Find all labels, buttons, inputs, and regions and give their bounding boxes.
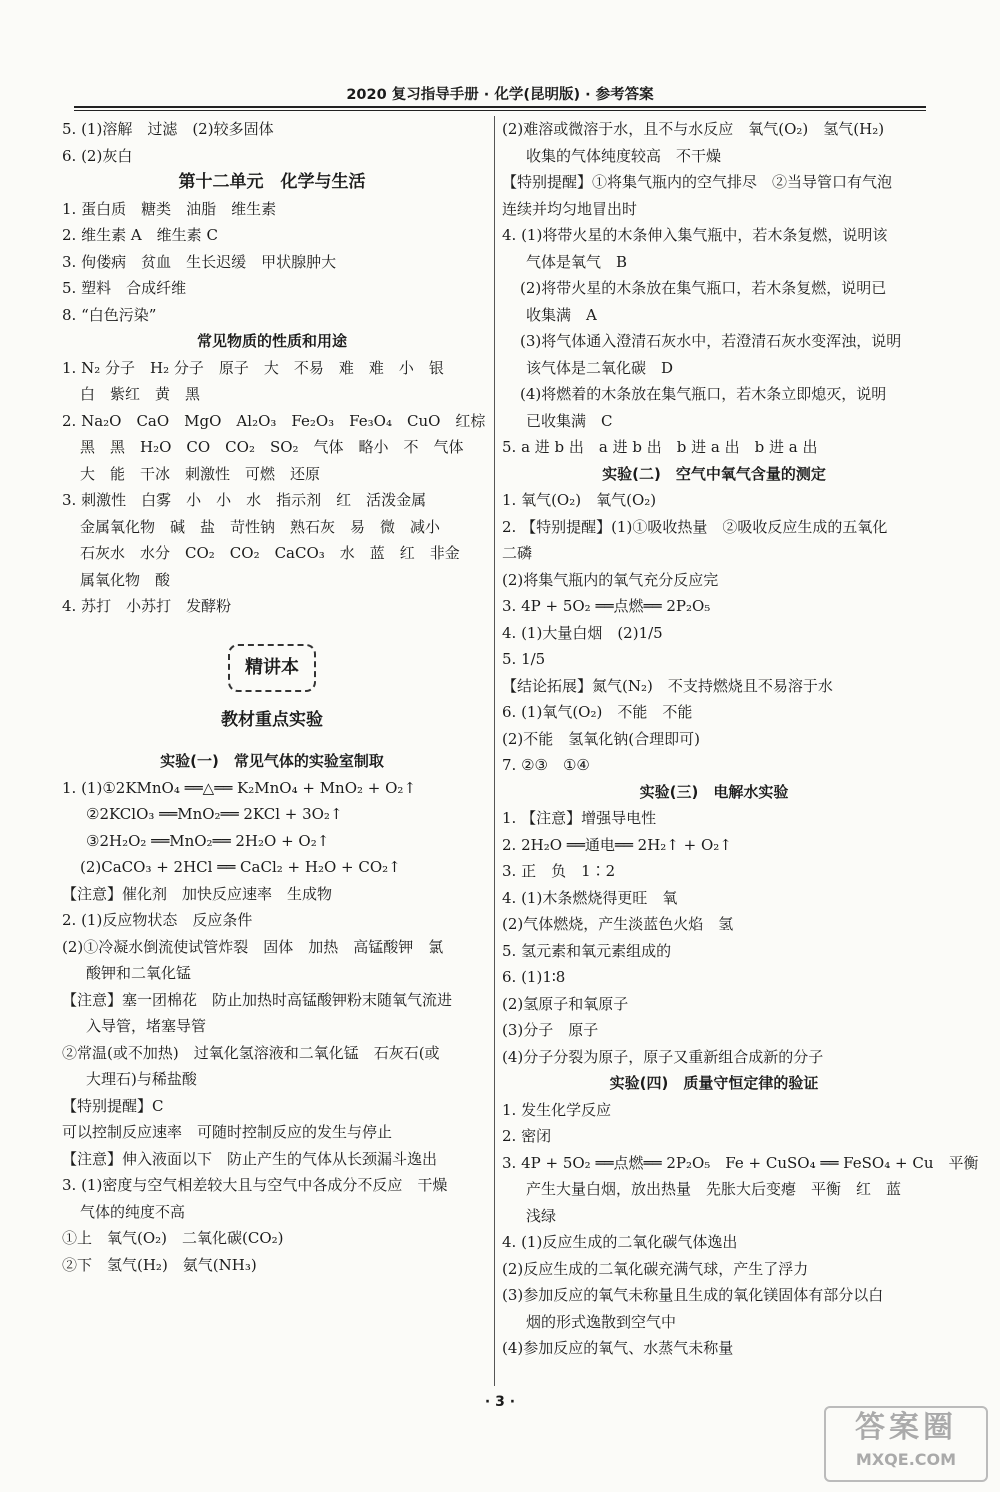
answer-line: (2)不能 氢氧化钠(合理即可) bbox=[502, 729, 700, 748]
answer-line: 【注意】伸入液面以下 防止产生的气体从长颈漏斗逸出 bbox=[62, 1149, 438, 1168]
answer-line: 大 能 干冰 刺激性 可燃 还原 bbox=[80, 464, 321, 483]
section-heading: 教材重点实验 bbox=[221, 709, 323, 730]
watermark-logo bbox=[824, 1406, 988, 1482]
answer-line: 7. ②③ ①④ bbox=[502, 756, 590, 774]
answer-line: 黑 黑 H₂O CO CO₂ SO₂ 气体 略小 不 气体 bbox=[80, 438, 464, 456]
watermark-url: MXQE.COM bbox=[855, 1450, 957, 1469]
answer-line: 5. a 进 b 出 a 进 b 出 b 进 a 出 b 进 a 出 bbox=[502, 438, 818, 456]
answer-line: 3. 正 负 1∶2 bbox=[502, 862, 616, 880]
watermark-text: 答案圈 bbox=[855, 1410, 957, 1445]
answer-line: (3)参加反应的氧气未称量且生成的氧化镁固体有部分以白 bbox=[502, 1286, 884, 1304]
answer-line: 气体是氧气 B bbox=[526, 252, 628, 271]
answer-line: 烟的形式逸散到空气中 bbox=[526, 1312, 677, 1331]
answer-line: ②下 氢气(H₂) 氨气(NH₃) bbox=[62, 1255, 257, 1274]
answer-line: 2. (1)反应物状态 反应条件 bbox=[62, 911, 253, 929]
answer-line: 白 紫红 黄 黑 bbox=[80, 385, 201, 403]
section-heading: 实验(四) 质量守恒定律的验证 bbox=[609, 1074, 819, 1092]
answer-line: 6. (2)灰白 bbox=[62, 146, 133, 165]
answer-line: 收集的气体纯度较高 不干燥 bbox=[526, 146, 722, 165]
answer-line: 4. (1)反应生成的二氧化碳气体逸出 bbox=[502, 1233, 738, 1251]
running-header: 2020 复习指导手册 · 化学(昆明版) · 参考答案 bbox=[346, 87, 654, 103]
answer-line: 2. Na₂O CaO MgO Al₂O₃ Fe₂O₃ Fe₃O₄ CuO 红棕 bbox=[62, 411, 486, 430]
answer-line: 连续并均匀地冒出时 bbox=[502, 199, 638, 218]
equation-line: 1. (1)①2KMnO₄ ══△══ K₂MnO₄ + MnO₂ + O₂↑ bbox=[62, 778, 417, 797]
answer-line: 6. (1)1∶8 bbox=[502, 968, 566, 986]
answer-line: 4. (1)将带火星的木条伸入集气瓶中，若木条复燃，说明该 bbox=[502, 226, 888, 244]
answer-line: 1. 蛋白质 糖类 油脂 维生素 bbox=[62, 199, 277, 218]
section-heading: 第十二单元 化学与生活 bbox=[178, 172, 366, 192]
answer-line: (4)分子分裂为原子，原子又重新组合成新的分子 bbox=[502, 1047, 824, 1066]
section-heading: 实验(三) 电解水实验 bbox=[639, 782, 789, 801]
answer-line: 浅绿 bbox=[526, 1206, 557, 1225]
answer-line: 4. (1)木条燃烧得更旺 氧 bbox=[502, 888, 678, 907]
answer-line: 1. 发生化学反应 bbox=[502, 1100, 612, 1119]
answer-line: 3. 刺激性 白雾 小 小 水 指示剂 红 活泼金属 bbox=[62, 491, 427, 509]
answer-line: 【注意】催化剂 加快反应速率 生成物 bbox=[62, 884, 333, 903]
answer-line: 1. N₂ 分子 H₂ 分子 原子 大 不易 难 难 小 银 bbox=[62, 358, 444, 377]
answer-line: 收集满 A bbox=[526, 305, 597, 324]
answer-line: 入导管，堵塞导管 bbox=[86, 1017, 207, 1035]
equation-line: 2. 2H₂O ══通电══ 2H₂↑ + O₂↑ bbox=[502, 835, 732, 854]
answer-line: 3. (1)密度与空气相差较大且与空气中各成分不反应 干燥 bbox=[62, 1176, 448, 1194]
section-heading: 实验(一) 常见气体的实验室制取 bbox=[160, 752, 384, 770]
answer-line: 4. 苏打 小苏打 发酵粉 bbox=[62, 597, 232, 615]
answer-line: (2)难溶或微溶于水，且不与水反应 氧气(O₂) 氢气(H₂) bbox=[502, 120, 885, 138]
answer-line: (2)气体燃烧，产生淡蓝色火焰 氢 bbox=[502, 915, 734, 933]
answer-line: 1. 【注意】增强导电性 bbox=[502, 809, 657, 827]
answer-line: 可以控制反应速率 可随时控制反应的发生与停止 bbox=[62, 1123, 393, 1141]
equation-line: ③2H₂O₂ ══MnO₂══ 2H₂O + O₂↑ bbox=[86, 831, 330, 850]
answer-line: 【特别提醒】①将集气瓶内的空气排尽 ②当导管口有气泡 bbox=[502, 173, 893, 191]
answer-line: 3. 佝偻病 贫血 生长迟缓 甲状腺肿大 bbox=[62, 252, 337, 271]
answer-line: ②常温(或不加热) 过氧化氢溶液和二氧化锰 石灰石(或 bbox=[62, 1043, 440, 1062]
answer-line: 2. 维生素 A 维生素 C bbox=[62, 226, 218, 244]
answer-line: 酸钾和二氧化锰 bbox=[86, 964, 192, 982]
answer-line: (3)分子 原子 bbox=[502, 1021, 599, 1039]
answer-line: 该气体是二氧化碳 D bbox=[526, 358, 674, 377]
answer-line: 5. 1/5 bbox=[502, 650, 546, 668]
answer-line: 8. “白色污染” bbox=[62, 305, 157, 324]
answer-line: 5. (1)溶解 过滤 (2)较多固体 bbox=[62, 120, 274, 138]
header-rule-thick bbox=[74, 106, 926, 108]
answer-line: (4)参加反应的氧气、水蒸气未称量 bbox=[502, 1339, 734, 1357]
answer-line: 5. 氢元素和氧元素组成的 bbox=[502, 941, 672, 960]
right-column bbox=[502, 116, 979, 1362]
answer-line: 2. 【特别提醒】(1)①吸收热量 ②吸收反应生成的五氧化 bbox=[502, 517, 888, 536]
answer-line: 气体的纯度不高 bbox=[80, 1202, 186, 1221]
answer-line: 金属氧化物 碱 盐 苛性钠 熟石灰 易 微 减小 bbox=[80, 517, 441, 536]
answer-line: 6. (1)氧气(O₂) 不能 不能 bbox=[502, 703, 693, 721]
answer-line: 二磷 bbox=[502, 544, 533, 562]
header-rule-thin bbox=[74, 110, 926, 111]
answer-line: 大理石)与稀盐酸 bbox=[86, 1070, 197, 1088]
equation-line: ②2KClO₃ ══MnO₂══ 2KCl + 3O₂↑ bbox=[86, 805, 343, 823]
section-heading: 常见物质的性质和用途 bbox=[196, 332, 347, 350]
equation-line: 3. 4P + 5O₂ ══点燃══ 2P₂O₅ bbox=[502, 597, 711, 615]
answer-line: 已收集满 C bbox=[526, 411, 613, 430]
answer-line: 4. (1)大量白烟 (2)1/5 bbox=[502, 623, 663, 642]
jingjiang-badge: 精讲本 bbox=[228, 644, 316, 692]
answer-line: (2)将带火星的木条放在集气瓶口，若木条复燃，说明已 bbox=[520, 279, 887, 297]
answer-line: 属氧化物 酸 bbox=[80, 570, 171, 589]
answer-line: 石灰水 水分 CO₂ CO₂ CaCO₃ 水 蓝 红 非金 bbox=[80, 544, 460, 562]
answer-line: (2)反应生成的二氧化碳充满气球，产生了浮力 bbox=[502, 1259, 809, 1278]
answer-line: (2)①冷凝水倒流使试管炸裂 固体 加热 高锰酸钾 氯 bbox=[62, 937, 444, 956]
answer-line: (4)将燃着的木条放在集气瓶口，若木条立即熄灭，说明 bbox=[520, 385, 887, 403]
answer-line: 【特别提醒】C bbox=[62, 1096, 164, 1115]
answer-line: 1. 氧气(O₂) 氧气(O₂) bbox=[502, 491, 657, 509]
answer-line: 【结论拓展】氮气(N₂) 不支持燃烧且不易溶于水 bbox=[502, 676, 833, 695]
equation-line: 3. 4P + 5O₂ ══点燃══ 2P₂O₅ Fe + CuSO₄ ══ FeSO₄ + Cu 平衡 bbox=[502, 1153, 979, 1172]
column-divider bbox=[494, 116, 495, 1386]
answer-line: (3)将气体通入澄清石灰水中，若澄清石灰水变浑浊，说明 bbox=[520, 332, 902, 350]
answer-line: (2)氢原子和氧原子 bbox=[502, 994, 629, 1013]
answer-line: 2. 密闭 bbox=[502, 1127, 552, 1145]
answer-line: ①上 氧气(O₂) 二氧化碳(CO₂) bbox=[62, 1229, 284, 1247]
left-column bbox=[62, 116, 486, 1278]
answer-line: 5. 塑料 合成纤维 bbox=[62, 279, 187, 297]
answer-line: (2)将集气瓶内的氧气充分反应完 bbox=[502, 570, 719, 589]
answer-line: 【注意】塞一团棉花 防止加热时高锰酸钾粉末随氧气流进 bbox=[62, 990, 453, 1009]
answer-line: 产生大量白烟，放出热量 先胀大后变瘪 平衡 红 蓝 bbox=[526, 1180, 902, 1198]
equation-line: (2)CaCO₃ + 2HCl ══ CaCl₂ + H₂O + CO₂↑ bbox=[80, 858, 401, 876]
page-number: · 3 · bbox=[484, 1394, 516, 1410]
section-heading: 实验(二) 空气中氧气含量的测定 bbox=[602, 464, 826, 483]
